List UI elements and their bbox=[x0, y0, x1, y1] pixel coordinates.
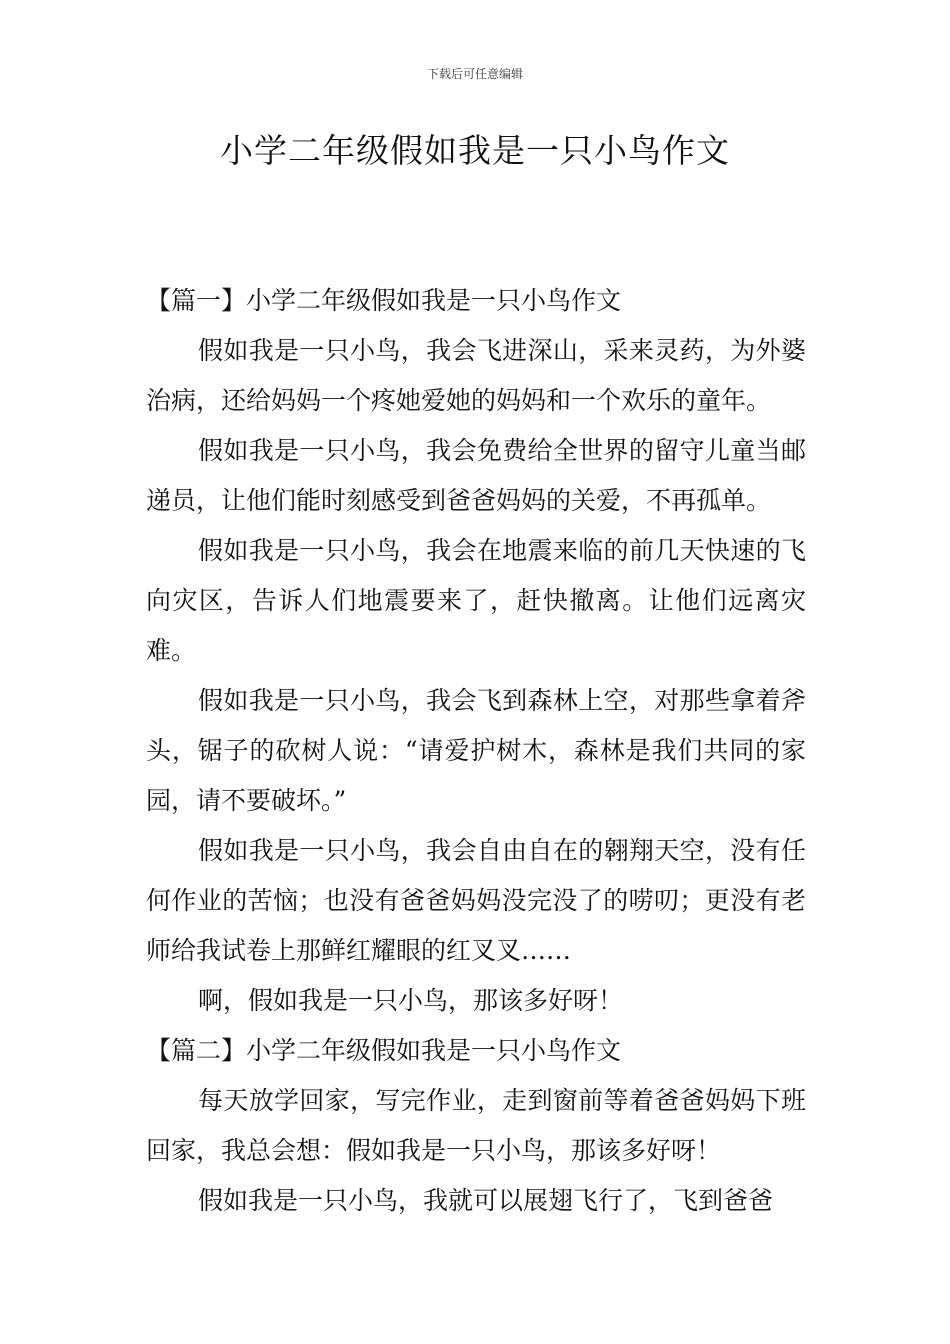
section-heading: 【篇二】小学二年级假如我是一只小鸟作文 bbox=[146, 1036, 622, 1065]
section-heading: 【篇一】小学二年级假如我是一只小鸟作文 bbox=[146, 286, 622, 315]
document-body bbox=[146, 276, 806, 1226]
paragraph: 假如我是一只小鸟，我会免费给全世界的留守儿童当邮递员，让他们能时刻感受到爸爸妈妈的关爱，不再孤单。 bbox=[146, 436, 806, 515]
document-title: 小学二年级假如我是一只小鸟作文 bbox=[220, 131, 730, 170]
paragraph: 假如我是一只小鸟，我会自由自在的翱翔天空，没有任何作业的苦恼；也没有爸爸妈妈没完没了的唠叨；更没有老师给我试卷上那鲜红耀眼的红叉叉…… bbox=[146, 836, 806, 965]
paragraph: 假如我是一只小鸟，我就可以展翅飞行了，飞到爸爸 bbox=[198, 1186, 774, 1215]
paragraph: 假如我是一只小鸟，我会飞进深山，采来灵药，为外婆治病，还给妈妈一个疼她爱她的妈妈和一个欢乐的童年。 bbox=[146, 336, 806, 415]
page-header-note: 下载后可任意编辑 bbox=[426, 67, 523, 81]
paragraph: 啊，假如我是一只小鸟，那该多好呀！ bbox=[198, 986, 624, 1015]
paragraph: 每天放学回家，写完作业，走到窗前等着爸爸妈妈下班回家，我总会想：假如我是一只小鸟，那该多好呀！ bbox=[146, 1086, 806, 1165]
paragraph: 假如我是一只小鸟，我会飞到森林上空，对那些拿着斧头，锯子的砍树人说：“请爱护树木，森林是我们共同的家园，请不要破坏。” bbox=[146, 686, 806, 815]
paragraph: 假如我是一只小鸟，我会在地震来临的前几天快速的飞向灾区，告诉人们地震要来了，赶快撤离。让他们远离灾难。 bbox=[146, 536, 806, 665]
